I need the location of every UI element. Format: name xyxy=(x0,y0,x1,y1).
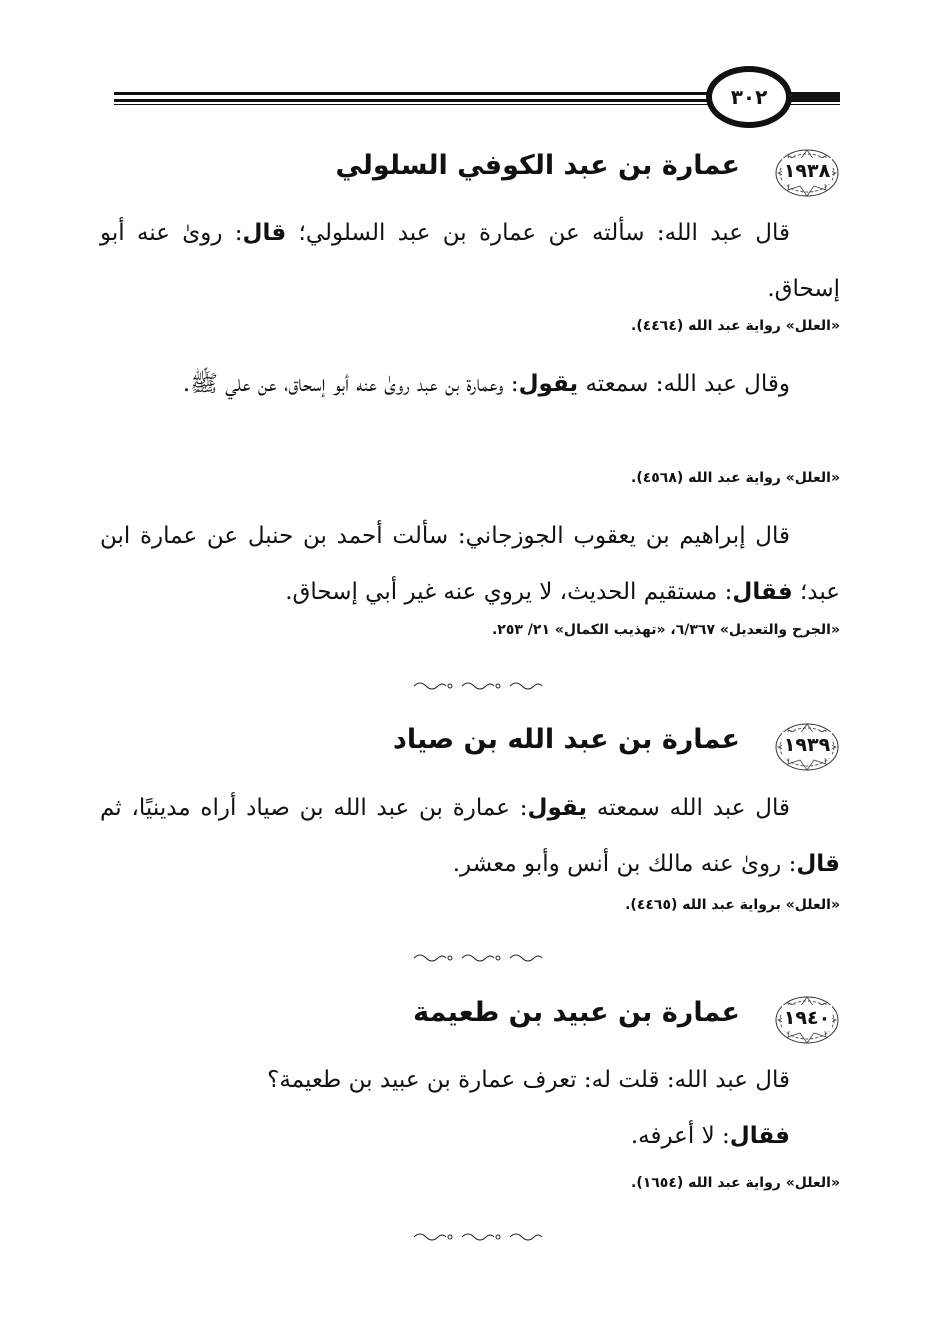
paragraph xyxy=(100,508,840,620)
keyword: قال xyxy=(796,851,840,877)
citation: «العلل» برواية عبد الله (٤٤٦٥). xyxy=(625,897,840,913)
entry-title: عمارة بن عبيد بن طعيمة xyxy=(413,997,740,1028)
citation: «العلل» رواية عبد الله (٤٤٦٤). xyxy=(631,318,840,334)
paragraph-text: : وعمارة بن عبد رویٰ عنه أبو إسحاق، عن علي ﷺ. xyxy=(182,371,519,397)
header-ornament xyxy=(792,92,840,102)
keyword: فقال xyxy=(729,1123,790,1149)
paragraph xyxy=(100,205,840,317)
keyword: يقول xyxy=(518,371,579,397)
page-number: ٣٠٢ xyxy=(730,85,768,109)
entry-number-badge xyxy=(774,995,840,1045)
entry-heading xyxy=(100,722,840,772)
divider-ornament xyxy=(410,679,550,693)
paragraph-text: قال عبد الله: قلت له: تعرف عمارة بن عبيد بن طعيمة؟ xyxy=(267,1067,790,1093)
paragraph xyxy=(100,780,840,892)
paragraph xyxy=(100,1052,840,1108)
paragraph xyxy=(100,356,840,412)
keyword: فقال xyxy=(732,579,793,605)
page-number-frame xyxy=(706,66,792,128)
keyword: يقول xyxy=(527,795,588,821)
entry-heading xyxy=(100,995,840,1045)
paragraph-text: : عمارة بن عبد الله بن صياد أراه مدينيًا، ثم xyxy=(100,795,528,821)
paragraph-text: : مستقيم الحديث، لا يروي عنه غير أبي إسحاق. xyxy=(285,579,733,605)
entry-number: ١٩٤٠ xyxy=(783,1007,831,1029)
keyword: قال xyxy=(242,220,287,246)
paragraph-text: قال إبراهيم بن يعقوب الجوزجاني: سألت أحمد بن حنبل عن عمارة ابن عبد؛ xyxy=(100,523,840,605)
entry-title: عمارة بن عبد الكوفي السلولي xyxy=(335,150,740,181)
paragraph-text: : لا أعرفه. xyxy=(630,1123,730,1149)
divider-ornament xyxy=(410,951,550,965)
paragraph-text: قال عبد الله: سألته عن عمارة بن عبد السلولي؛ xyxy=(286,220,790,246)
entry-heading xyxy=(100,148,840,198)
entry-title: عمارة بن عبد الله بن صياد xyxy=(393,724,740,755)
citation: «العلل» رواية عبد الله (٤٥٦٨). xyxy=(631,470,840,486)
citation: «العلل» رواية عبد الله (١٦٥٤). xyxy=(631,1175,840,1191)
entry-number-badge xyxy=(774,148,840,198)
paragraph-text: : رویٰ عنه مالك بن أنس وأبو معشر. xyxy=(452,851,797,877)
page-header xyxy=(114,66,840,128)
divider-ornament xyxy=(410,1230,550,1244)
entry-number: ١٩٣٨ xyxy=(783,160,831,182)
entry-number: ١٩٣٩ xyxy=(783,734,831,756)
paragraph xyxy=(100,1108,840,1164)
citation: «الجرح والتعديل» ٦/٣٦٧، «تهذيب الكمال» ٢١/ ٢٥٣. xyxy=(491,622,840,638)
paragraph-text: قال عبد الله سمعته xyxy=(587,795,790,821)
paragraph-text: وقال عبد الله: سمعته xyxy=(578,371,790,397)
paragraph-text: : رویٰ عنه أبو إسحاق. xyxy=(100,220,840,302)
entry-number-badge xyxy=(774,722,840,772)
